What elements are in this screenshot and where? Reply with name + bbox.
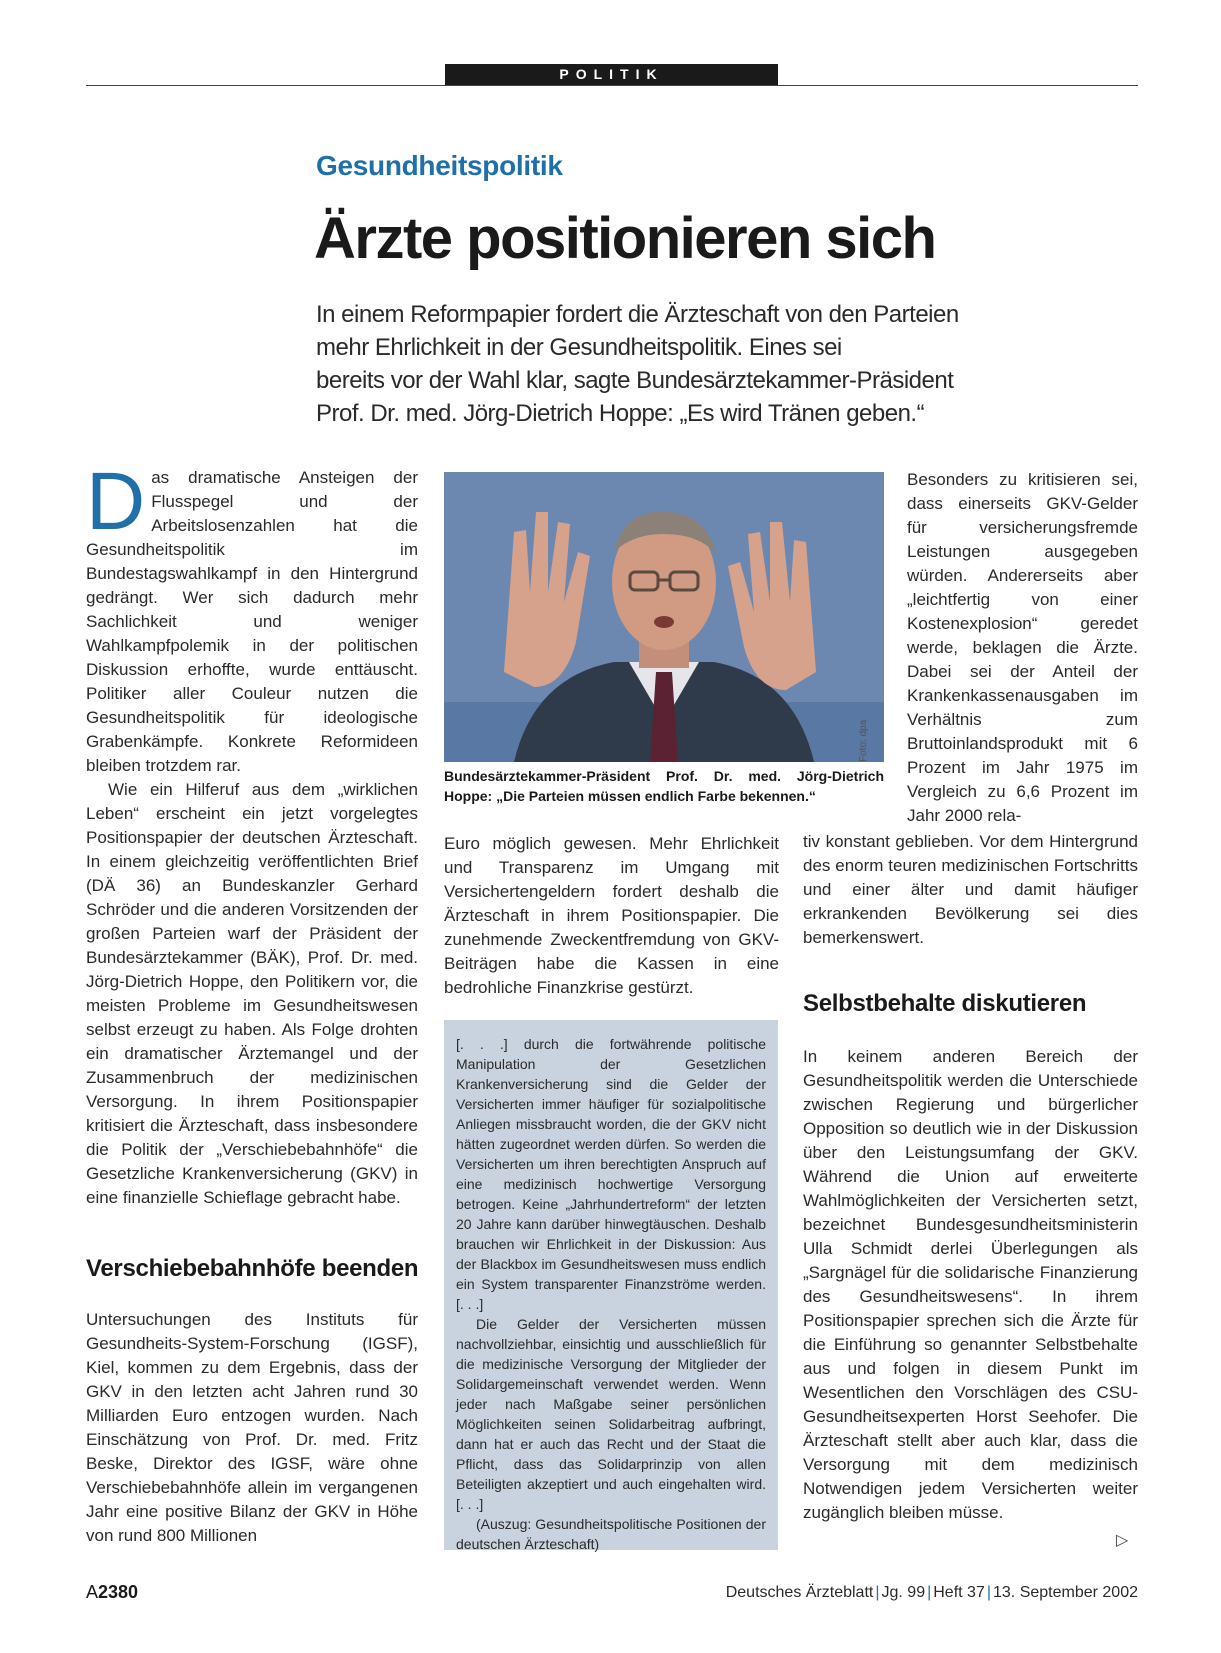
body-paragraph: tiv konstant geblieben. Vor dem Hintergrund des enorm teuren medizinischen Fortschritts und einer älter und damit häufiger erkrankenden Bevölkerung sei dies bemerkenswert. [803,832,1138,947]
column-middle [444,832,779,1000]
body-paragraph [86,456,418,778]
body-paragraph: Euro möglich gewesen. Mehr Ehrlichkeit und Transparenz im Umgang mit Versichertengeldern fordert deshalb die Ärzteschaft in ihrem Positionspapier. Die zunehmende Zweckentfremdung von GKV-Beiträgen habe die Kassen in eine bedrohliche Finanzkrise gestürzt. [444,834,779,997]
footer-citation: Deutsches Ärzteblatt | Jg. 99 | Heft 37 | 13. September 2002 [725,1584,1138,1601]
body-paragraph: Besonders zu kritisieren sei, dass einerseits GKV-Gelder für versicherungsfremde Leistungen ausgegeben würden. Andererseits aber „leichtfertig von einer Kostenexplosion“ geredet werde, beklagen die Ärzte. Dabei sei der Anteil der Krankenkassenausgaben im Verhältnis zum Bruttoinlandsprodukt mit 6 Prozent im Jahr 1975 im Vergleich zu 6,6 Prozent im Jahr 2000 rela- [907,470,1138,825]
subhead: Selbstbehalte diskutieren [803,990,1087,1017]
intro-line: bereits vor der Wahl klar, sagte Bundesärztekammer-Präsident [316,367,954,394]
intro-line: mehr Ehrlichkeit in der Gesundheitspolitik. Eines sei [316,334,842,361]
column-right-continued [803,830,1138,950]
column-left-lower [86,1308,418,1548]
body-paragraph: In keinem anderen Bereich der Gesundheitspolitik werden die Unterschiede zwischen Regierung und bürgerlicher Opposition so deutlich wie in der Diskussion über den Leistungsumfang der GKV. Während die Union auf erweiterte Wahlmöglichkeiten der Versicherten setzt, bezeichnet Bundesgesundheitsministerin Ulla Schmidt derlei Überlegungen als „Sargnägel für die solidarische Finanzierung des Gesundheitswesens“. In ihrem Positionspapier sprechen sich die Ärzte für die Einführung so genannter Selbstbehalte aus und folgen in diesem Punkt im Wesentlichen den Vorschlägen des CSU-Gesundheitsexperten Horst Seehofer. Die Ärzteschaft stellt aber auch klar, dass die Versorgung mit dem medizinisch Notwendigen jedem Versicherten weiter zugänglich bleiben müsse. [803,1047,1138,1522]
intro-line: In einem Reformpapier fordert die Ärzteschaft von den Parteien [316,301,959,328]
article-intro [316,298,1076,430]
journal-name: Deutsches Ärzteblatt [725,1584,874,1601]
header-rule [86,85,1138,86]
issue-date: 13. September 2002 [993,1584,1138,1601]
column-right-lower [803,1045,1138,1525]
quote-source: (Auszug: Gesundheitspolitische Positionen der deutschen Ärzteschaft) [456,1516,766,1552]
portrait-illustration [444,472,884,762]
intro-line: Prof. Dr. med. Jörg-Dietrich Hoppe: „Es wird Tränen geben.“ [316,400,925,427]
photo-credit: Foto: dpa [858,719,869,762]
page-prefix: A [86,1582,99,1602]
portrait-photo [444,472,884,762]
article-kicker: Gesundheitspolitik [316,150,563,181]
issue: Heft 37 [933,1584,985,1601]
section-label: POLITIK [445,64,778,85]
body-paragraph: Untersuchungen des Instituts für Gesundheits-System-Forschung (IGSF), Kiel, kommen zu dem Ergebnis, dass der GKV in den letzten acht Jahren rund 30 Milliarden Euro entzogen wurden. Nach Einschätzung von Prof. Dr. med. Fritz Beske, Direktor des IGSF, wäre ohne Verschiebebahnhöfe allein im vergangenen Jahr eine positive Bilanz der GKV in Höhe von rund 800 Millionen [86,1310,418,1545]
volume: Jg. 99 [881,1584,926,1601]
continue-arrow-icon: ▷ [1116,1532,1129,1549]
quote-paragraph: Die Gelder der Versicherten müssen nachvollziehbar, einsichtig und ausschließlich für die medizinische Versorgung der Mitglieder der Solidargemeinschaft verwendet werden. Wenn jeder nach Maßgabe seiner persönlichen Möglichkeiten seinen Solidarbeitrag aufbringt, dann hat er auch das Recht und der Staat die Pflicht, dass das Solidarprinzip von allen Beteiligten akzeptiert und auch eingehalten wird. [. . .] [456,1316,766,1512]
dropcap: D [86,456,146,547]
body-paragraph: Wie ein Hilferuf aus dem „wirklichen Leben“ erscheint ein jetzt vorgelegtes Positionspapier der deutschen Ärzteschaft. In einem gleichzeitig veröffentlichten Brief (DÄ 36) an Bundeskanzler Gerhard Schröder und die anderen Vorsitzenden der großen Parteien warf der Präsident der Bundesärztekammer (BÄK), Prof. Dr. med. Jörg-Dietrich Hoppe, den Politikern vor, die meisten Probleme im Gesundheitswesen selbst erzeugt zu haben. Als Folge drohten ein dramatischer Ärztemangel und der Zusammenbruch der medizinischen Versorgung. In ihrem Positionspapier kritisiert die Ärzteschaft, dass insbesondere die Politik der „Verschiebebahnhöfe“ die Gesetzliche Krankenversicherung (GKV) in eine finanzielle Schieflage gebracht habe. [86,780,418,1207]
page-number-value: 2380 [98,1582,139,1602]
page-number [86,1582,138,1603]
paragraph-text: as dramatische Ansteigen der Flusspegel und der Arbeitslosenzahlen hat die Gesundheitspolitik im Bundestagswahlkampf in den Hintergrund gedrängt. Wer sich dadurch mehr Sachlichkeit und weniger Wahlkampfpolemik in der politischen Diskussion erhoffte, wurde enttäuscht. Politiker aller Couleur nutzen die Gesundheitspolitik für ideologische Grabenkämpfe. Konkrete Reformideen bleiben trotzdem rar. [86,468,418,775]
quote-paragraph: [. . .] durch die fortwährende politische Manipulation der Gesetzlichen Krankenversicherung sind die Gelder der Versicherten immer häufiger für sozialpolitische Anliegen missbraucht worden, die der GKV nicht hätten zugeordnet werden dürfen. So werden die Versicherten um ihren berechtigten Anspruch auf eine medizinisch hochwertige Versorgung betrogen. Keine „Jahrhundertreform“ der letzten 20 Jahre kann darüber hinwegtäuschen. Deshalb brauchen wir Ehrlichkeit in der Diskussion: Aus der Blackbox im Gesundheitswesen muss endlich ein System transparenter Finanzströme werden. [. . .] [456,1036,766,1312]
quote-box [444,1020,778,1550]
photo-caption: Bundesärztekammer-Präsident Prof. Dr. med. Jörg-Dietrich Hoppe: „Die Parteien müssen endlich Farbe bekennen.“ [444,768,884,804]
column-right-upper [907,468,1138,828]
subhead: Verschiebebahnhöfe beenden [86,1255,419,1282]
column-left [86,456,418,1210]
article-headline: Ärzte positionieren sich [314,206,936,271]
